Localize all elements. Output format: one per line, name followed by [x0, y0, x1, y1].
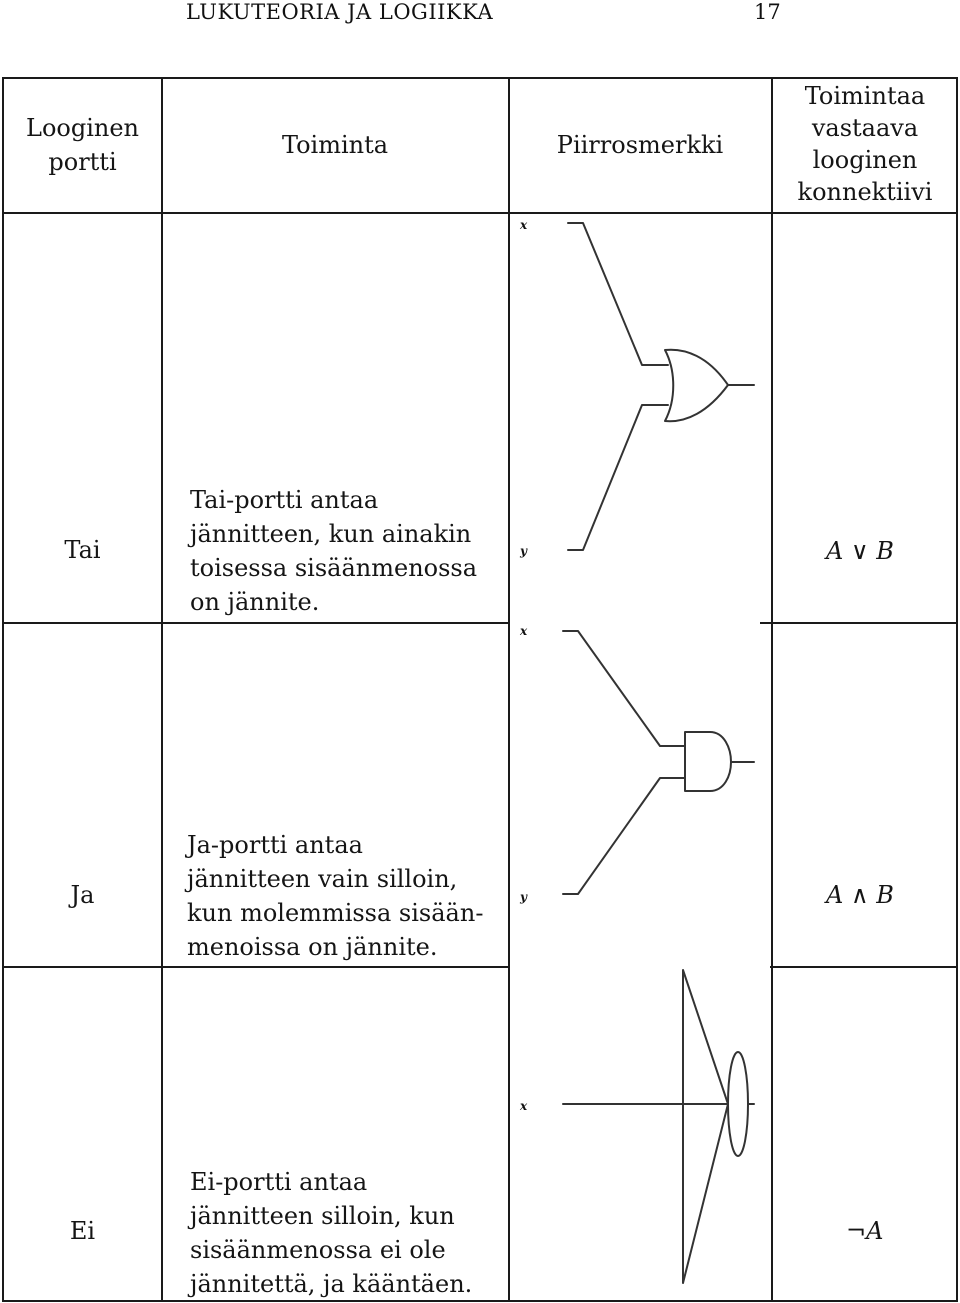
not-gate-symbol [519, 970, 754, 1283]
description-line: Ei-portti antaa [190, 1168, 368, 1196]
or-gate-symbol [519, 218, 754, 558]
header-function: Toiminta [281, 131, 389, 159]
or-input-y-wire [568, 405, 668, 550]
or-gate-body [665, 350, 728, 422]
gate-name-or: Tai [64, 536, 101, 564]
or-input-x-label: x [520, 218, 528, 232]
or-input-y-label: y [520, 544, 527, 558]
gate-name-and: Ja [70, 881, 95, 909]
description-line: jännitteen silloin, kun [190, 1202, 455, 1230]
and-input-y-wire [563, 778, 685, 894]
and-input-x-label: x [520, 624, 528, 638]
description-line: on jännite. [190, 588, 320, 616]
description-line: Tai-portti antaa [190, 486, 379, 514]
connective-left: A [826, 537, 844, 565]
and-input-y-label: y [520, 890, 527, 904]
and-gate-body [685, 732, 731, 791]
header-gate: Looginen portti [26, 114, 139, 176]
description-line: menoissa on jännite. [187, 933, 438, 961]
connective-left: A [826, 881, 844, 909]
header-symbol: Piirrosmerkki [556, 131, 724, 159]
gate-name-not: Ei [69, 1217, 96, 1245]
page-number: 17 [754, 0, 781, 24]
connective-right: B [876, 537, 894, 565]
or-input-x-wire [568, 223, 668, 365]
connective-operator: ∧ [850, 881, 869, 909]
and-input-x-wire [563, 631, 685, 746]
description-line: sisäänmenossa ei ole [190, 1236, 446, 1264]
connective-right: B [876, 881, 894, 909]
not-inversion-bubble [728, 1052, 748, 1156]
connective-right: A [866, 1217, 884, 1245]
not-gate-triangle [683, 970, 728, 1283]
description-line: jännitettä, ja kääntäen. [190, 1270, 473, 1298]
description-line: jännitteen, kun ainakin [190, 520, 472, 548]
connective-operator: ∨ [850, 537, 869, 565]
connective-operator: ¬ [846, 1217, 867, 1245]
description-line: toisessa sisäänmenossa [190, 554, 478, 582]
header-connective: Toimintaa vastaava looginen konnektiivi [797, 82, 933, 206]
not-input-x-label: x [520, 1099, 528, 1113]
description-line: Ja-portti antaa [187, 831, 363, 859]
description-line: jännitteen vain silloin, [187, 865, 458, 893]
running-head: LUKUTEORIA JA LOGIIKKA [186, 0, 494, 24]
and-gate-symbol [519, 624, 754, 904]
description-line: kun molemmissa sisään- [187, 899, 484, 927]
